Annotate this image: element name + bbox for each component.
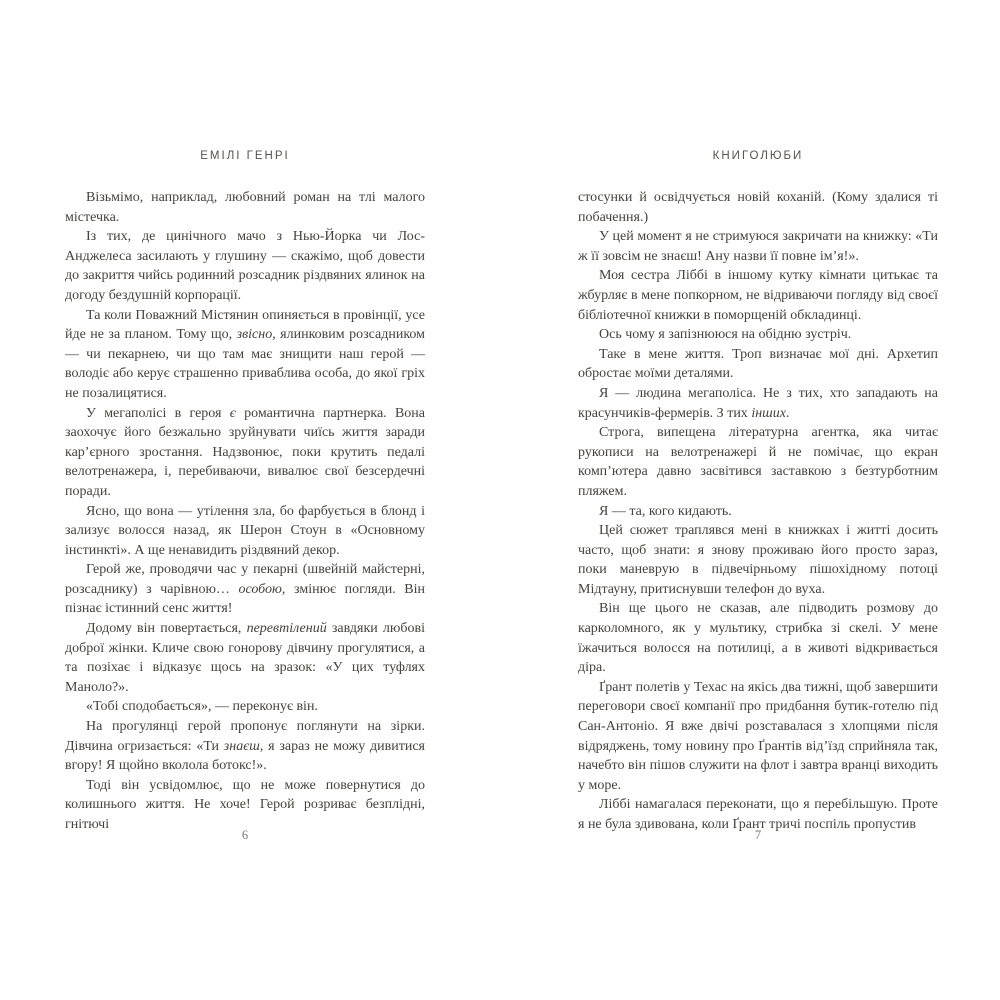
body-text: , я зараз не можу дивитися вгору! Я щойно вколола ботокс!». bbox=[65, 738, 425, 774]
page-body-left bbox=[65, 188, 425, 835]
paragraph bbox=[578, 384, 938, 423]
body-text: Із тих, де цинічного мачо з Нью-Йорка чи Лос-Анджелеса засилають у глушину — скажімо, щоб довести до закриття чийсь родинний розсадник різдвяних ялинок на догоду бездушній корпорації. bbox=[65, 229, 425, 303]
page-body-right bbox=[578, 188, 938, 835]
paragraph bbox=[578, 227, 938, 266]
paragraph bbox=[578, 521, 938, 599]
paragraph bbox=[65, 560, 425, 619]
emphasized-text: звісно bbox=[236, 327, 273, 343]
paragraph bbox=[65, 776, 425, 835]
body-text: Ось чому я запізнююся на обідню зустріч. bbox=[599, 327, 852, 343]
emphasized-text: знаєш bbox=[223, 738, 260, 754]
running-header-author: ЕМІЛІ ГЕНРІ bbox=[200, 150, 290, 162]
paragraph bbox=[65, 404, 425, 502]
body-text: Додому він повертається, bbox=[86, 621, 247, 637]
book-page-right bbox=[578, 149, 938, 869]
body-text: На прогулянці герой пропонує поглянути на зірки. Дівчина огризається: «Ти bbox=[65, 719, 425, 754]
paragraph bbox=[578, 266, 938, 325]
book-page-left bbox=[65, 149, 425, 869]
paragraph bbox=[65, 227, 425, 305]
body-text: , ялинковим розсадником — чи пекарнею, чи що там має знищити наш герой — володіє або керує страшенно приваблива особа, до якої гріх не позалицятися. bbox=[65, 327, 425, 401]
page-number-right: 7 bbox=[754, 828, 762, 842]
emphasized-text: інших bbox=[751, 405, 786, 421]
page-number-left: 6 bbox=[241, 828, 249, 842]
body-text: Герой же, проводячи час у пекарні (швейній майстерні, розсаднику) з чарівною… bbox=[65, 562, 425, 597]
body-text: Я — та, кого кидають. bbox=[599, 503, 732, 519]
body-text: Він ще цього не сказав, але підводить розмову до карколомного, як у мультику, стрибка зі скелі. У мене їжачиться волосся на потилиці, а в животі відкривається діра. bbox=[578, 601, 938, 676]
paragraph bbox=[578, 599, 938, 677]
body-text: У цей момент я не стримуюся закричати на книжку: «Ти ж її зовсім не знаєш! Ану назви її повне ім’я!». bbox=[578, 229, 938, 264]
body-text: У мегаполісі в героя bbox=[86, 405, 230, 421]
paragraph bbox=[578, 423, 938, 501]
body-text: Ясно, що вона — утілення зла, бо фарбується в блонд і зализує волосся назад, як Шерон Стоун в «Основному інстинкті». А ще ненавидить різдвяний декор. bbox=[65, 503, 425, 558]
emphasized-text: перевтілений bbox=[246, 621, 327, 637]
paragraph bbox=[578, 502, 938, 522]
body-text: Тоді він усвідомлює, що не може повернутися до колишнього життя. Не хоче! Герой розриває безплідні, гнітючі bbox=[65, 777, 425, 832]
paragraph bbox=[578, 678, 938, 796]
body-text: . bbox=[785, 405, 790, 421]
body-text: Та коли Поважний Містянин опиняється в провінції, усе йде не за планом. Тому що, bbox=[65, 307, 425, 343]
body-text: завдяки любові доброї жінки. Кличе свою гонорову дівчину прогулятися, а та позіхає і відказує щось на зразок: «У цих туфлях Маноло?». bbox=[65, 621, 425, 695]
paragraph bbox=[65, 619, 425, 697]
body-text: Строга, випещена літературна агентка, яка читає рукописи на велотренажері й не помічає, що екран комп’ютера давно засвітився заставкою з безтурботним пляжем. bbox=[578, 425, 938, 499]
body-text: , змінює погляди. Він пізнає істинний сенс життя! bbox=[65, 581, 425, 617]
body-text: «Тобі сподобається», — переконує він. bbox=[86, 699, 318, 715]
body-text: Таке в мене життя. Троп визначає мої дні. Архетип обростає моїми деталями. bbox=[578, 346, 938, 382]
body-text: Цей сюжет траплявся мені в книжках і житті досить часто, щоб знати: я знову проживаю його просто зараз, поки маневрую в підвечірньому пішохідному потоці Мідтауну, притиснувши телефон до вуха. bbox=[578, 523, 938, 597]
paragraph bbox=[65, 697, 425, 717]
emphasized-text: є bbox=[229, 405, 236, 421]
paragraph bbox=[578, 325, 938, 345]
body-text: Ліббі намагалася переконати, що я перебільшую. Проте я не була здивована, коли Ґрант тричі поспіль пропустив bbox=[578, 797, 938, 832]
body-text: Моя сестра Ліббі в іншому кутку кімнати цитькає та жбурляє в мене попкорном, не відриваючи погляду від своєї бібліотечної книжки в поморщеній обкладинці. bbox=[578, 268, 938, 323]
body-text: Ґрант полетів у Техас на якісь два тижні, щоб завершити переговори своєї компанії про придбання бутик-готелю під Сан-Антоніо. Я вже двічі розставалася з хлопцями після відряджень, тому новину про Ґрантів від’їзд сприйняла так, начебто він пішов служити на флот і завтра вранці виходить у море. bbox=[578, 679, 938, 793]
paragraph bbox=[578, 345, 938, 384]
paragraph bbox=[578, 188, 938, 227]
paragraph bbox=[65, 188, 425, 227]
paragraph bbox=[65, 502, 425, 561]
running-header-title: КНИГОЛЮБИ bbox=[712, 150, 804, 162]
body-text: стосунки й освідчується новій коханій. (Кому здалися ті побачення.) bbox=[578, 190, 938, 225]
paragraph bbox=[65, 717, 425, 776]
body-text: Візьмімо, наприклад, любовний роман на тлі малого містечка. bbox=[65, 190, 425, 225]
paragraph bbox=[65, 306, 425, 404]
body-text: Я — людина мегаполіса. Не з тих, хто западають на красунчиків-фермерів. З тих bbox=[578, 385, 938, 421]
emphasized-text: особою bbox=[238, 581, 282, 597]
body-text: романтична партнерка. Вона заохочує його безжально зруйнувати чиїсь життя заради кар’єрного зростання. Надзвонює, поки крутить педалі велотренажера, і, перебиваючи, вивалює свої безсердечні поради. bbox=[65, 405, 425, 499]
